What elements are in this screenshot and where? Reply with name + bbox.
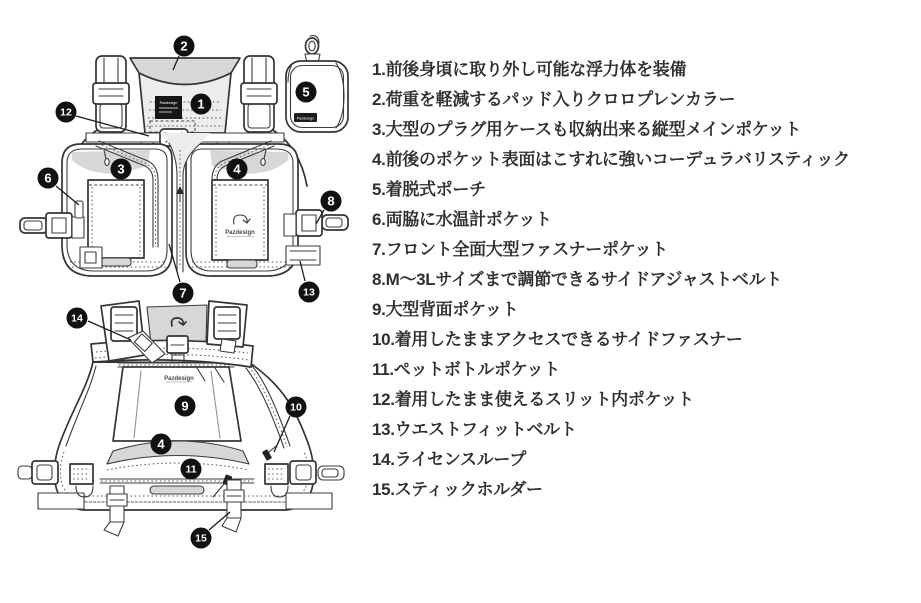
svg-text:6: 6 [44, 170, 52, 186]
front-pocket-left [88, 180, 144, 258]
bottom-handle [150, 486, 204, 494]
zipper-pull-left [105, 159, 109, 166]
strap-buckle-right [241, 83, 277, 104]
callout-10 [286, 397, 307, 418]
callout-9 [175, 396, 196, 417]
callout-8 [321, 191, 342, 212]
brand-tag-text: Pazdesign [159, 101, 178, 105]
callout-4-back [151, 434, 172, 455]
feature-item-5: 5.着脱式ポーチ [372, 180, 486, 199]
waist-band-left [38, 493, 84, 509]
callout-13 [299, 282, 320, 303]
callout-7 [173, 283, 194, 304]
svg-text:8: 8 [327, 193, 335, 209]
feature-item-3: 3.大型のプラグ用ケースも収納出来る縦型メインポケット [372, 120, 802, 139]
side-buckle-left [46, 213, 72, 238]
detachable-pouch [286, 36, 348, 132]
feature-item-6: 6.両脇に水温計ポケット [372, 210, 552, 229]
brand-tag [155, 96, 182, 119]
callout-11 [181, 459, 202, 480]
svg-text:1: 1 [197, 96, 205, 112]
feature-item-12: 12.着用したまま使えるスリット内ポケット [372, 390, 694, 409]
svg-text:2: 2 [180, 38, 188, 54]
callout-6 [38, 168, 59, 189]
lower-tab-left [80, 247, 102, 268]
callout-2 [174, 36, 195, 57]
svg-text:12: 12 [60, 106, 72, 119]
front-pocket-right [212, 180, 268, 260]
feature-item-14: 14.ライセンスループ [372, 450, 526, 469]
callout-14 [67, 308, 88, 329]
svg-text:7: 7 [179, 285, 187, 301]
thermometer-pocket-slit [75, 201, 83, 218]
feature-list [372, 55, 850, 505]
svg-text:3: 3 [117, 161, 125, 177]
callout-1 [191, 94, 212, 115]
product-diagram [0, 0, 370, 603]
svg-text:10: 10 [290, 401, 302, 414]
callout-5 [296, 82, 317, 103]
svg-text:13: 13 [303, 286, 315, 299]
feature-item-2: 2.荷重を軽減するパッド入りクロロプレンカラー [372, 90, 736, 109]
strap-buckle-left [93, 83, 129, 104]
zipper-pull-right [261, 159, 265, 166]
vest-back-view [18, 301, 344, 536]
callout-12 [56, 102, 77, 123]
side-buckle-right [296, 210, 322, 236]
callout-3 [111, 159, 132, 180]
waist-band-right [286, 493, 332, 509]
svg-text:9: 9 [181, 398, 189, 414]
feature-item-8: 8.M〜3Lサイズまで調節できるサイドアジャストベルト [372, 270, 782, 289]
pouch-clip-ring [306, 38, 319, 54]
svg-text:4: 4 [157, 436, 165, 452]
feature-item-9: 9.大型背面ポケット [372, 300, 519, 319]
feature-item-10: 10.着用したままアクセスできるサイドファスナー [372, 330, 743, 349]
svg-text:11: 11 [185, 463, 197, 476]
feature-item-15: 15.スティックホルダー [372, 480, 543, 499]
front-pocket-logo-text: Pazdesign [225, 230, 255, 236]
feature-item-11: 11.ペットボトルポケット [372, 360, 560, 379]
feature-item-1: 1.前後身頃に取り外し可能な浮力体を装備 [372, 60, 687, 79]
svg-text:14: 14 [71, 312, 83, 325]
waist-fit-belt [286, 246, 320, 265]
svg-text:4: 4 [233, 161, 241, 177]
callout-15 [191, 528, 212, 549]
callout-4-front [227, 159, 248, 180]
pouch-brand-text: Pazdesign [296, 116, 315, 121]
feature-item-7: 7.フロント全面大型ファスナーポケット [372, 240, 668, 259]
feature-item-4: 4.前後のポケット表面はこすれに強いコーデュラバリスティック [372, 150, 850, 169]
pocket-tab-right [227, 260, 257, 268]
svg-text:15: 15 [195, 532, 207, 545]
feature-item-13: 13.ウエストフィットベルト [372, 420, 577, 439]
pocket-tab-left [101, 258, 131, 266]
back-pocket-logo-text: Pazdesign [164, 376, 194, 382]
svg-text:5: 5 [302, 84, 310, 100]
